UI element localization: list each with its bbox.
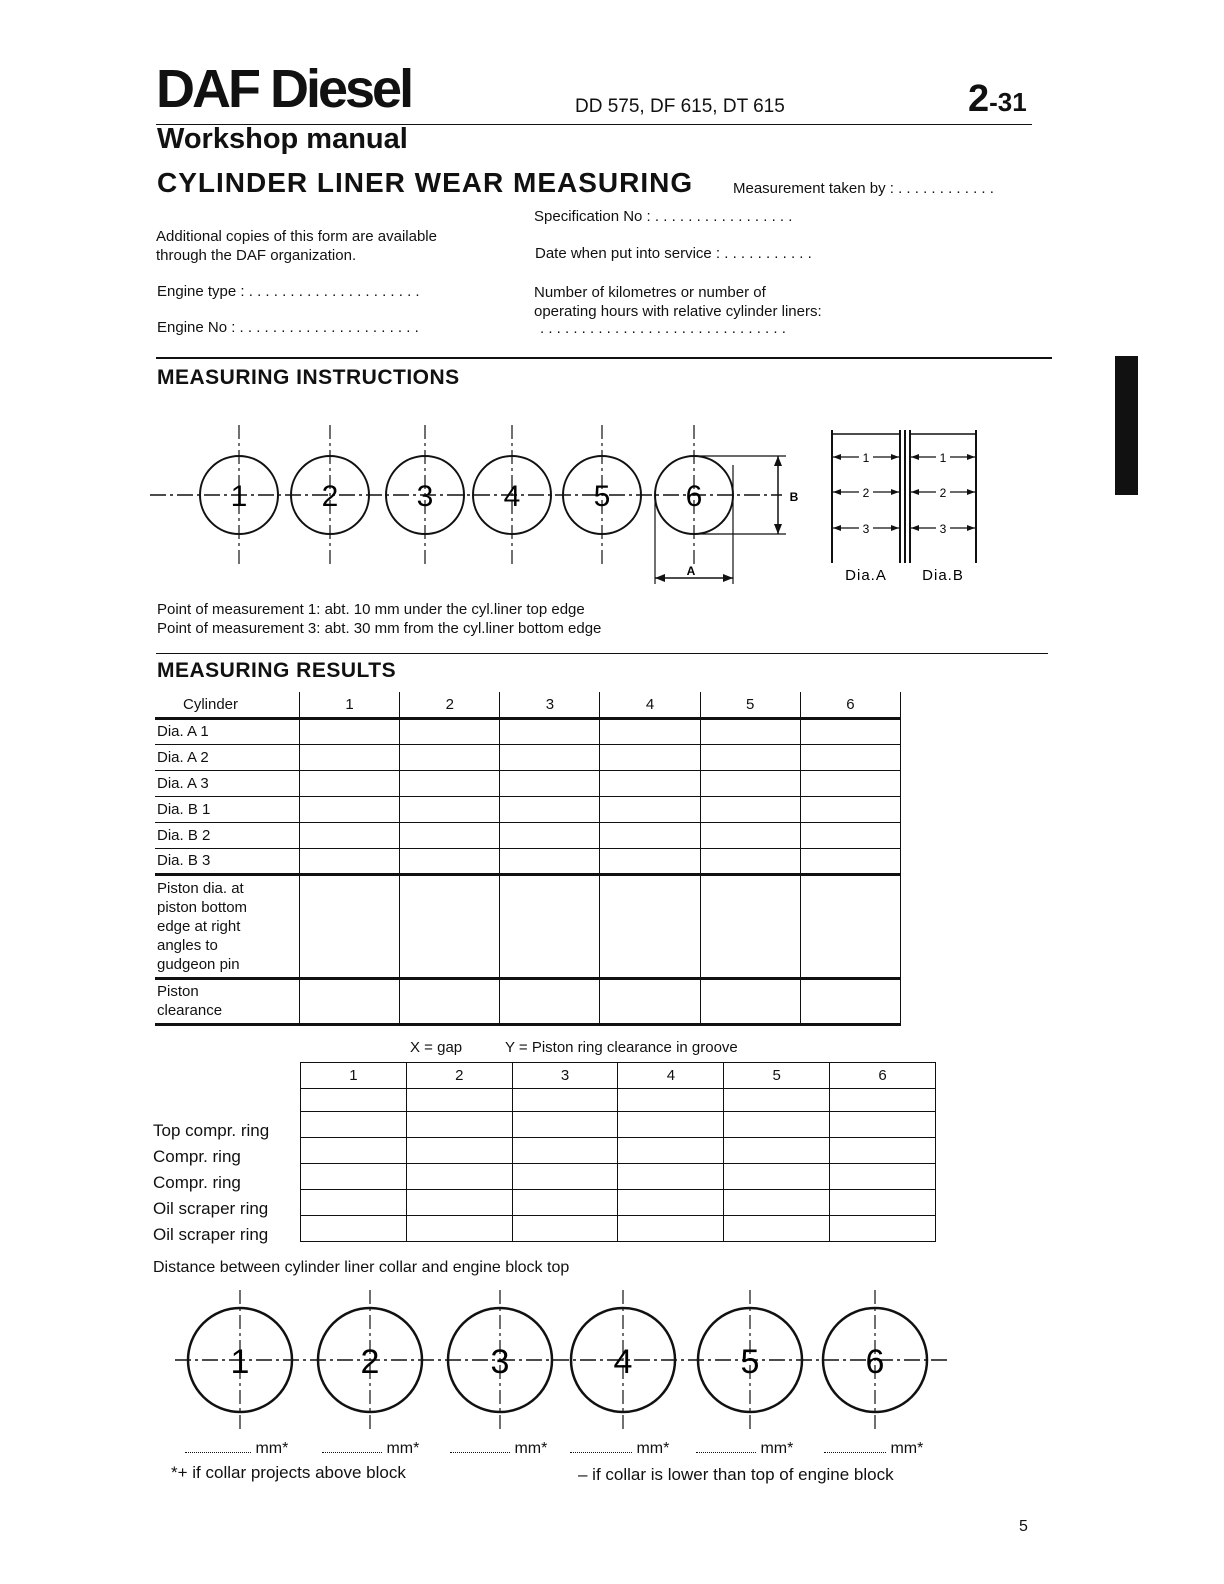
page-number-major: 2 [968, 78, 990, 120]
instructions-heading: MEASURING INSTRUCTIONS [157, 366, 460, 389]
section-rule-results [156, 653, 1048, 654]
dia-b-point-2: 2 [939, 486, 947, 500]
cell-dia-a1-c3[interactable] [500, 718, 600, 744]
cell-piston-dia-c4[interactable] [600, 874, 700, 978]
cell-piston-clearance-c1[interactable] [300, 978, 400, 1024]
cell-dia-b3-c4[interactable] [600, 848, 700, 874]
cell-dia-a2-c6[interactable] [800, 744, 900, 770]
cell-oil-scraper-1-c3[interactable] [512, 1190, 618, 1216]
cell-dia-b1-c2[interactable] [400, 796, 500, 822]
cell-dia-a1-c1[interactable] [300, 718, 400, 744]
cell-oil-scraper-1-c5[interactable] [724, 1190, 830, 1216]
ring-label-compr-2: Compr. ring [153, 1173, 241, 1192]
engine-no-field[interactable]: Engine No : . . . . . . . . . . . . . . . . . . . . . . [157, 319, 419, 336]
cell-compr-1-c1[interactable] [301, 1138, 407, 1164]
cylinder-bank-diagram [150, 420, 1000, 590]
cell-oil-scraper-1-c2[interactable] [406, 1190, 512, 1216]
dia-b-point-1: 1 [939, 451, 947, 465]
cell-dia-b2-c3[interactable] [500, 822, 600, 848]
cell-piston-dia-c6[interactable] [800, 874, 900, 978]
cell-oil-scraper-2-c4[interactable] [618, 1216, 724, 1242]
piston-dia-line: angles to [157, 936, 218, 954]
cell-dia-a3-c1[interactable] [300, 770, 400, 796]
cell-compr-2-c2[interactable] [406, 1164, 512, 1190]
cylinder-diagram-1-label: 1 [230, 480, 248, 513]
collar-cylinder-2-label: 2 [360, 1343, 380, 1381]
ring-col-5: 5 [724, 1063, 830, 1089]
row-label-dia-b2: Dia. B 2 [155, 822, 300, 848]
row-label-dia-a2: Dia. A 2 [155, 744, 300, 770]
collar-cylinder-3-label: 3 [490, 1343, 510, 1381]
collar-measure-3[interactable] [450, 1440, 547, 1458]
collar-footnote-minus: – if collar is lower than top of engine block [578, 1465, 894, 1484]
row-label-dia-b3: Dia. B 3 [155, 848, 300, 874]
dia-a-label: Dia.A [845, 567, 887, 584]
cell-dia-a2-c4[interactable] [600, 744, 700, 770]
cell-piston-dia-c3[interactable] [500, 874, 600, 978]
dimension-a-label: A [686, 564, 696, 578]
page-footer-number: 5 [1019, 1518, 1028, 1535]
cylinder-diagram-2-label: 2 [321, 480, 339, 513]
dia-a-point-2: 2 [862, 486, 870, 500]
table-row [155, 770, 901, 796]
ring-label-oil-scraper-2: Oil scraper ring [153, 1225, 269, 1244]
cell-dia-b1-c1[interactable] [300, 796, 400, 822]
cell-top-compr-c1[interactable] [301, 1112, 407, 1138]
cell-compr-1-c3[interactable] [512, 1138, 618, 1164]
cell-dia-a3-c3[interactable] [500, 770, 600, 796]
cell-piston-dia-c5[interactable] [700, 874, 800, 978]
kilometres-field[interactable]: . . . . . . . . . . . . . . . . . . . . . . . . . . . . . . [540, 320, 786, 337]
cell-dia-b3-c2[interactable] [400, 848, 500, 874]
row-label-dia-a3: Dia. A 3 [155, 770, 300, 796]
cell-dia-a1-c2[interactable] [400, 718, 500, 744]
cell-dia-a2-c2[interactable] [400, 744, 500, 770]
table-row [155, 822, 901, 848]
collar-measure-2[interactable] [322, 1440, 419, 1458]
additional-copies-note [156, 227, 437, 265]
cylinder-diagram-4-label: 4 [503, 480, 521, 513]
collar-unit-2: mm* [386, 1440, 420, 1457]
collar-unit-3: mm* [514, 1440, 548, 1457]
cell-top-compr-c4[interactable] [618, 1112, 724, 1138]
cylinder-diagram-6-label: 6 [685, 480, 703, 513]
piston-dia-line: edge at right [157, 917, 241, 935]
cell-top-compr-c6[interactable] [830, 1112, 936, 1138]
collar-unit-4: mm* [636, 1440, 670, 1457]
ring-legend-x: X = gap [410, 1039, 463, 1056]
ring-legend-y: Y = Piston ring clearance in groove [505, 1039, 738, 1056]
cell-compr-2-c5[interactable] [724, 1164, 830, 1190]
row-label-piston-dia [155, 874, 300, 978]
kilometres-line-1: Number of kilometres or number of [534, 284, 766, 301]
table-row [155, 718, 901, 744]
cell-dia-b1-c3[interactable] [500, 796, 600, 822]
cell-top-compr-c2[interactable] [406, 1112, 512, 1138]
cell-dia-b3-c5[interactable] [700, 848, 800, 874]
cell-compr-1-c5[interactable] [724, 1138, 830, 1164]
cell-dia-b2-c4[interactable] [600, 822, 700, 848]
ring-spacer-cell [301, 1089, 407, 1112]
collar-cylinder-5 [698, 1290, 802, 1430]
ring-spacer-cell [618, 1089, 724, 1112]
table-row [301, 1089, 936, 1112]
ring-spacer-cell [724, 1089, 830, 1112]
cell-compr-2-c4[interactable] [618, 1164, 724, 1190]
cell-dia-b1-c6[interactable] [800, 796, 900, 822]
manual-subtitle: Workshop manual [157, 123, 408, 155]
cell-compr-1-c6[interactable] [830, 1138, 936, 1164]
table-row [155, 848, 901, 874]
cell-compr-2-c3[interactable] [512, 1164, 618, 1190]
cylinder-diagram-2 [291, 425, 369, 565]
collar-heading: Distance between cylinder liner collar and engine block top [153, 1259, 570, 1276]
cell-dia-b3-c3[interactable] [500, 848, 600, 874]
results-heading: MEASURING RESULTS [157, 659, 397, 682]
results-col-3: 3 [500, 692, 600, 718]
cell-dia-b3-c1[interactable] [300, 848, 400, 874]
cell-compr-2-c1[interactable] [301, 1164, 407, 1190]
collar-footnote-plus: *+ if collar projects above block [171, 1463, 406, 1482]
cell-dia-a1-c5[interactable] [700, 718, 800, 744]
cell-dia-b1-c5[interactable] [700, 796, 800, 822]
dia-b-label: Dia.B [922, 567, 964, 584]
collar-unit-6: mm* [890, 1440, 924, 1457]
cell-dia-b1-c4[interactable] [600, 796, 700, 822]
liner-section-dia-b [910, 430, 976, 584]
results-col-4: 4 [600, 692, 700, 718]
collar-cylinder-5-label: 5 [740, 1343, 760, 1381]
cell-oil-scraper-2-c5[interactable] [724, 1216, 830, 1242]
cylinder-diagram-5-label: 5 [593, 480, 611, 513]
cell-dia-b2-c5[interactable] [700, 822, 800, 848]
measurement-taken-by-field[interactable]: Measurement taken by : . . . . . . . . . . . . [733, 180, 994, 197]
ring-table [300, 1062, 936, 1242]
cell-top-compr-c5[interactable] [724, 1112, 830, 1138]
piston-dia-line: piston bottom [157, 898, 248, 916]
measurement-point-note-1: Point of measurement 1: abt. 10 mm under the cyl.liner top edge [157, 601, 585, 618]
ring-col-1: 1 [301, 1063, 407, 1089]
cell-compr-1-c2[interactable] [406, 1138, 512, 1164]
dia-a-point-1: 1 [862, 451, 870, 465]
piston-dia-line: Piston dia. at [157, 879, 244, 897]
cell-top-compr-c3[interactable] [512, 1112, 618, 1138]
additional-copies-line-2: through the DAF organization. [156, 247, 357, 264]
cell-oil-scraper-1-c1[interactable] [301, 1190, 407, 1216]
cell-dia-a1-c6[interactable] [800, 718, 900, 744]
specification-no-field[interactable]: Specification No : . . . . . . . . . . . . . . . . . [534, 208, 793, 225]
collar-unit-1: mm* [255, 1440, 289, 1457]
cell-dia-a3-c4[interactable] [600, 770, 700, 796]
cell-dia-b2-c6[interactable] [800, 822, 900, 848]
cell-piston-dia-c2[interactable] [400, 874, 500, 978]
row-label-piston-clearance [155, 978, 300, 1024]
table-row [301, 1164, 936, 1190]
cell-oil-scraper-1-c4[interactable] [618, 1190, 724, 1216]
page-number-minor: -31 [989, 87, 1027, 117]
collar-cylinder-diagram [170, 1285, 960, 1435]
row-label-dia-b1: Dia. B 1 [155, 796, 300, 822]
cell-dia-a3-c5[interactable] [700, 770, 800, 796]
cell-oil-scraper-2-c1[interactable] [301, 1216, 407, 1242]
cell-oil-scraper-2-c3[interactable] [512, 1216, 618, 1242]
cell-dia-a2-c5[interactable] [700, 744, 800, 770]
cell-oil-scraper-2-c6[interactable] [830, 1216, 936, 1242]
collar-measure-1[interactable] [185, 1440, 288, 1458]
collar-measure-6[interactable] [824, 1440, 923, 1458]
measurement-point-notes [157, 600, 601, 638]
form-title: CYLINDER LINER WEAR MEASURING [157, 167, 694, 198]
liner-section-dia-a [832, 430, 905, 584]
ring-spacer-cell [512, 1089, 618, 1112]
cell-dia-a2-c1[interactable] [300, 744, 400, 770]
table-row [155, 874, 901, 978]
cell-compr-1-c4[interactable] [618, 1138, 724, 1164]
ring-spacer-cell [830, 1089, 936, 1112]
collar-cylinder-1-label: 1 [230, 1343, 250, 1381]
results-table [155, 692, 901, 1026]
cell-piston-clearance-c3[interactable] [500, 978, 600, 1024]
collar-cylinder-4-label: 4 [613, 1343, 633, 1381]
cell-dia-a1-c4[interactable] [600, 718, 700, 744]
collar-measure-4[interactable] [570, 1440, 669, 1458]
collar-unit-5: mm* [760, 1440, 794, 1457]
cell-dia-a3-c2[interactable] [400, 770, 500, 796]
ring-col-3: 3 [512, 1063, 618, 1089]
cell-dia-a2-c3[interactable] [500, 744, 600, 770]
row-label-dia-a1: Dia. A 1 [155, 718, 300, 744]
cell-oil-scraper-1-c6[interactable] [830, 1190, 936, 1216]
ring-label-top-compr: Top compr. ring [153, 1121, 270, 1140]
cell-dia-b2-c1[interactable] [300, 822, 400, 848]
table-row [155, 744, 901, 770]
engine-type-field[interactable]: Engine type : . . . . . . . . . . . . . . . . . . . . . [157, 283, 420, 300]
additional-copies-line-1: Additional copies of this form are available [156, 228, 437, 245]
table-row [301, 1112, 936, 1138]
table-row [155, 796, 901, 822]
table-row [301, 1138, 936, 1164]
collar-measure-5[interactable] [696, 1440, 793, 1458]
ring-label-compr-1: Compr. ring [153, 1147, 241, 1166]
piston-clearance-line: Piston [157, 983, 199, 1000]
cell-piston-clearance-c5[interactable] [700, 978, 800, 1024]
cell-piston-clearance-c4[interactable] [600, 978, 700, 1024]
cell-dia-a3-c6[interactable] [800, 770, 900, 796]
cylinder-column-label: Cylinder [155, 692, 300, 718]
cell-compr-2-c6[interactable] [830, 1164, 936, 1190]
results-col-6: 6 [800, 692, 900, 718]
piston-clearance-line: clearance [157, 1002, 223, 1019]
cell-dia-b3-c6[interactable] [800, 848, 900, 874]
ring-col-6: 6 [830, 1063, 936, 1089]
table-row [301, 1216, 936, 1242]
collar-cylinder-6-label: 6 [865, 1343, 885, 1381]
cell-dia-b2-c2[interactable] [400, 822, 500, 848]
section-tab-marker [1115, 356, 1138, 495]
table-row [301, 1190, 936, 1216]
ring-col-2: 2 [406, 1063, 512, 1089]
results-col-5: 5 [700, 692, 800, 718]
kilometres-line-2: operating hours with relative cylinder liners: [534, 303, 822, 320]
ring-col-4: 4 [618, 1063, 724, 1089]
results-col-1: 1 [300, 692, 400, 718]
cell-piston-clearance-c6[interactable] [800, 978, 900, 1024]
cell-piston-clearance-c2[interactable] [400, 978, 500, 1024]
cell-piston-dia-c1[interactable] [300, 874, 400, 978]
results-col-2: 2 [400, 692, 500, 718]
dia-a-point-3: 3 [862, 522, 870, 536]
engine-models: DD 575, DF 615, DT 615 [575, 96, 785, 117]
measurement-point-note-2: Point of measurement 3: abt. 30 mm from the cyl.liner bottom edge [157, 620, 602, 637]
cylinder-diagram-3-label: 3 [416, 480, 434, 513]
cell-oil-scraper-2-c2[interactable] [406, 1216, 512, 1242]
brand-title: DAF Diesel [156, 59, 412, 119]
kilometres-label [534, 283, 822, 321]
dia-b-point-3: 3 [939, 522, 947, 536]
page-number [968, 80, 1027, 118]
ring-label-oil-scraper-1: Oil scraper ring [153, 1199, 269, 1218]
ring-spacer-cell [406, 1089, 512, 1112]
date-in-service-field[interactable]: Date when put into service : . . . . . . . . . . . [535, 245, 812, 262]
table-row [155, 978, 901, 1024]
dimension-b-label: B [789, 490, 799, 504]
piston-dia-line: gudgeon pin [157, 955, 240, 973]
section-rule-instructions [156, 357, 1052, 359]
